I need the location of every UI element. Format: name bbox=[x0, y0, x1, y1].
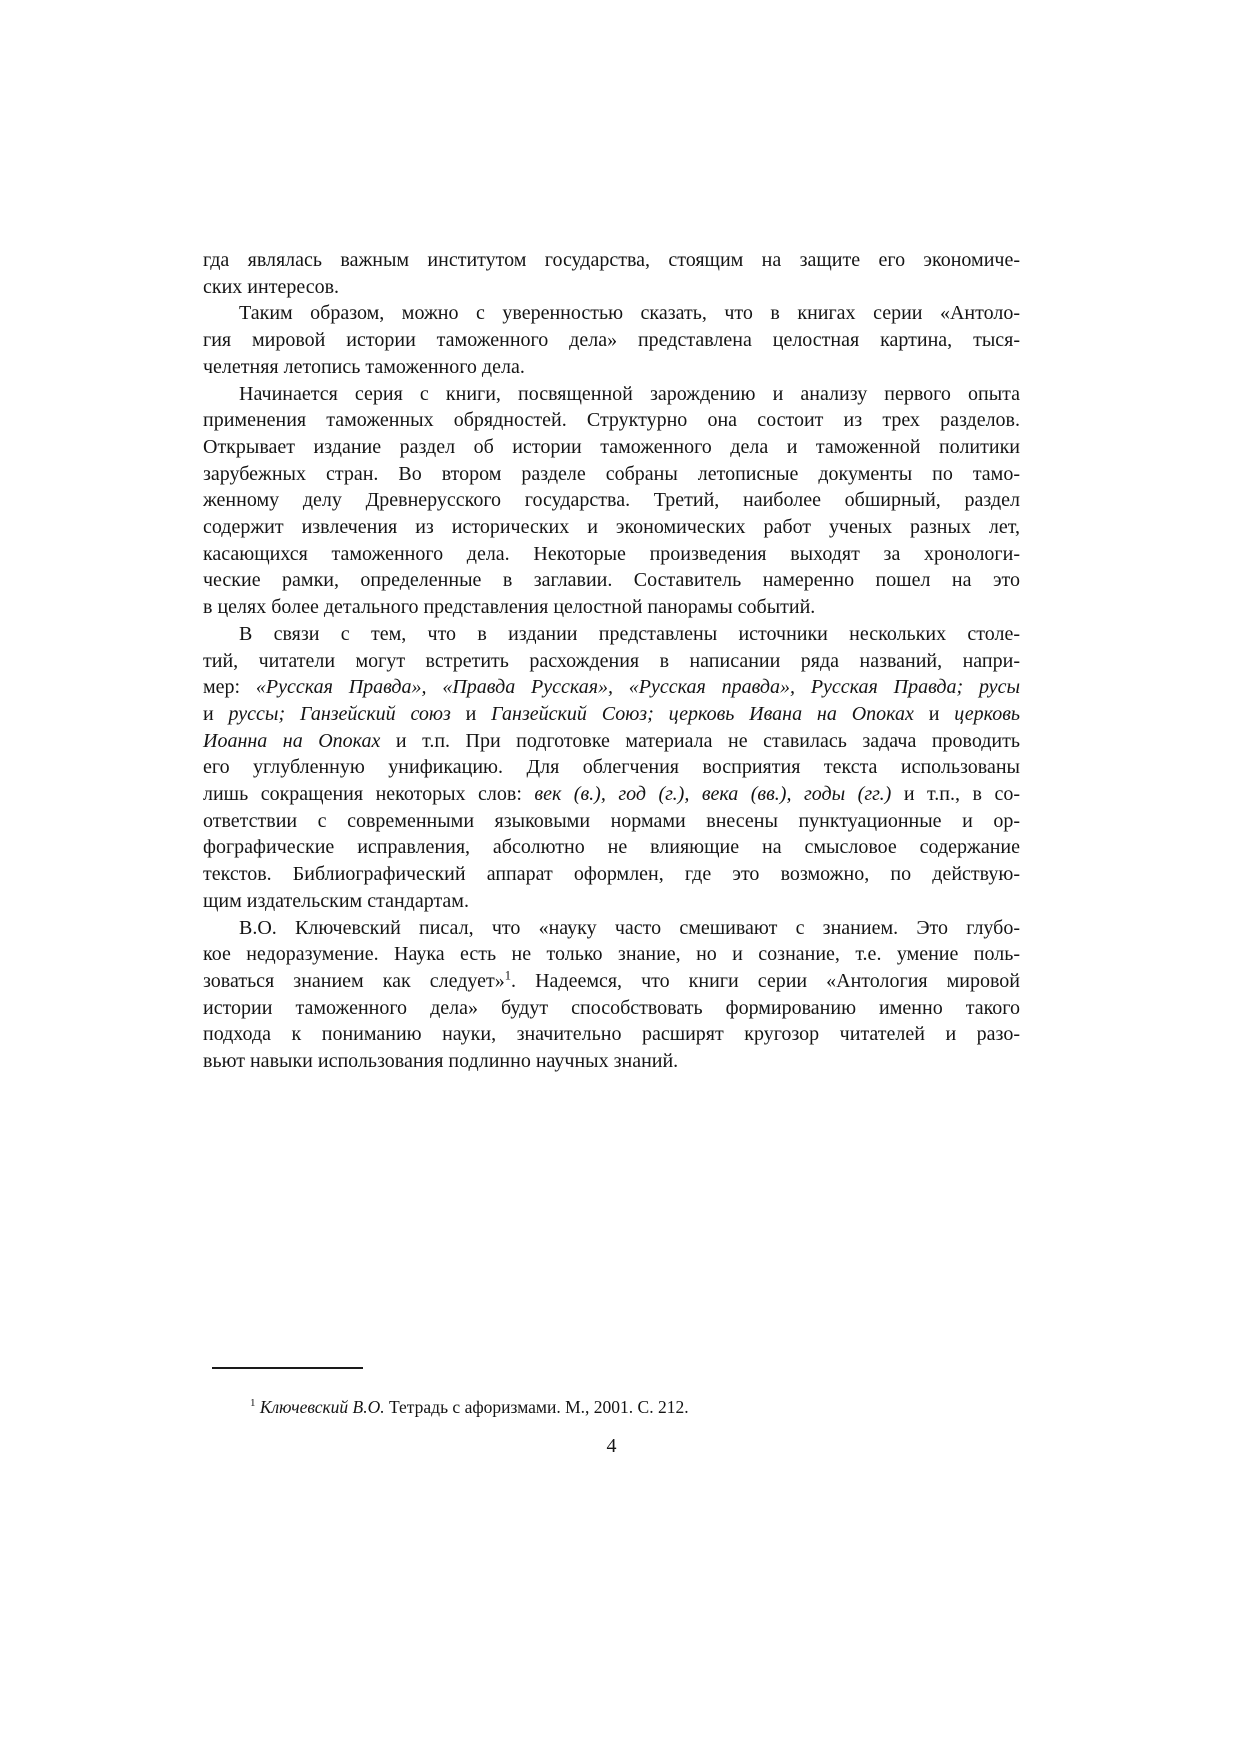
text-segment: ответствии с современными языковыми нормами внесены пунктуационные и ор- bbox=[203, 809, 1020, 832]
text-line bbox=[203, 674, 1020, 701]
footnote bbox=[203, 1396, 1020, 1419]
text-segment: и т.п. При подготовке материала не ставилась задача проводить bbox=[380, 729, 1020, 752]
text-segment: Открывает издание раздел об истории таможенного дела и таможенной политики bbox=[203, 435, 1020, 458]
text-segment: в целях более детального представления целостной панорамы событий. bbox=[203, 596, 816, 619]
italic-text: век (в.), год (г.), века (вв.), годы (гг.) bbox=[534, 783, 892, 806]
footnote-marker: 1 bbox=[250, 1396, 256, 1409]
text-segment: и т.п., в со- bbox=[891, 783, 1020, 806]
text-line bbox=[203, 461, 1020, 488]
text-segment: и bbox=[913, 702, 955, 725]
text-segment: Начинается серия с книги, посвященной зарождению и анализу первого опыта bbox=[239, 382, 1020, 405]
text-line bbox=[203, 381, 1020, 408]
text-line bbox=[203, 995, 1020, 1022]
text-line bbox=[203, 941, 1020, 968]
text-segment: истории таможенного дела» будут способствовать формированию именно такого bbox=[203, 996, 1020, 1019]
text-line bbox=[203, 567, 1020, 594]
text-line bbox=[203, 274, 1020, 301]
text-segment: зарубежных стран. Во втором разделе собраны летописные документы по тамо- bbox=[203, 462, 1020, 485]
text-segment: применения таможенных обрядностей. Структурно она состоит из трех разделов. bbox=[203, 409, 1020, 432]
text-line bbox=[203, 754, 1020, 781]
text-segment: зоваться знанием как следует» bbox=[203, 969, 505, 992]
text-line bbox=[203, 915, 1020, 942]
text-line bbox=[203, 728, 1020, 755]
text-line bbox=[203, 487, 1020, 514]
italic-text: «Русская Правда», «Правда Русская», «Русская правда», Русская Правда; русы bbox=[255, 676, 1020, 699]
text-segment: ческие рамки, определенные в заглавии. Составитель намеренно пошел на это bbox=[203, 569, 1020, 592]
text-line bbox=[203, 541, 1020, 568]
italic-text: церковь bbox=[954, 702, 1021, 725]
text-line bbox=[203, 968, 1020, 995]
text-line bbox=[203, 888, 1020, 915]
text-segment: челетняя летопись таможенного дела. bbox=[203, 355, 525, 378]
text-segment: гия мировой истории таможенного дела» представлена целостная картина, тыся- bbox=[203, 329, 1020, 352]
italic-text: Иоанна на Опоках bbox=[203, 729, 381, 752]
text-segment: текстов. Библиографический аппарат оформлен, где это возможно, по действую- bbox=[203, 863, 1020, 886]
text-line bbox=[203, 354, 1020, 381]
text-segment: Таким образом, можно с уверенностью сказать, что в книгах серии «Антоло- bbox=[239, 302, 1020, 325]
footnote-separator bbox=[212, 1367, 363, 1369]
footnote-reference: 1 bbox=[504, 968, 512, 983]
text-segment: лишь сокращения некоторых слов: bbox=[203, 783, 535, 806]
text-segment: подхода к пониманию науки, значительно расширят кругозор читателей и разо- bbox=[203, 1023, 1020, 1046]
text-segment: касающихся таможенного дела. Некоторые произведения выходят за хронологи- bbox=[203, 542, 1020, 565]
page-text bbox=[203, 247, 1020, 1075]
footnote-text: Тетрадь с афоризмами. М., 2001. С. 212. bbox=[384, 1396, 689, 1417]
text-segment: ских интересов. bbox=[203, 275, 340, 298]
page-number: 4 bbox=[606, 1435, 617, 1457]
text-line bbox=[203, 594, 1020, 621]
text-line bbox=[203, 407, 1020, 434]
text-segment: содержит извлечения из исторических и экономических работ ученых разных лет, bbox=[203, 516, 1020, 539]
text-segment: и bbox=[203, 702, 229, 725]
text-segment: фографические исправления, абсолютно не влияющие на смысловое содержание bbox=[203, 836, 1020, 859]
text-segment: щим издательским стандартам. bbox=[203, 889, 469, 912]
text-segment: гда являлась важным институтом государства, стоящим на защите его экономиче- bbox=[203, 249, 1020, 271]
italic-text: руссы; Ганзейский союз bbox=[228, 702, 451, 725]
text-line bbox=[203, 834, 1020, 861]
text-line bbox=[203, 781, 1020, 808]
text-line bbox=[203, 514, 1020, 541]
text-segment: женному делу Древнерусского государства. Третий, наиболее обширный, раздел bbox=[203, 489, 1020, 512]
text-line bbox=[203, 1021, 1020, 1048]
italic-text: Ганзейский Союз; церковь Ивана на Опоках bbox=[491, 702, 914, 725]
footnote-author: Ключевский В.О. bbox=[255, 1396, 385, 1417]
text-segment: его углубленную унификацию. Для облегчения восприятия текста использованы bbox=[203, 756, 1020, 779]
text-segment: В связи с тем, что в издании представлены источники нескольких столе- bbox=[239, 622, 1020, 645]
text-segment: тий, читатели могут встретить расхождения в написании ряда названий, напри- bbox=[203, 649, 1020, 672]
text-line bbox=[203, 621, 1020, 648]
text-segment: . Надеемся, что книги серии «Антология мировой bbox=[511, 969, 1021, 992]
text-segment: кое недоразумение. Наука есть не только знание, но и сознание, т.е. умение поль- bbox=[203, 943, 1020, 966]
text-segment: и bbox=[450, 702, 492, 725]
text-line bbox=[203, 434, 1020, 461]
text-line bbox=[203, 327, 1020, 354]
text-line bbox=[203, 300, 1020, 327]
text-segment: мер: bbox=[203, 676, 256, 699]
text-line bbox=[203, 861, 1020, 888]
text-line bbox=[203, 701, 1020, 728]
text-line bbox=[203, 1048, 1020, 1075]
text-line bbox=[203, 648, 1020, 675]
text-segment: вьют навыки использования подлинно научных знаний. bbox=[203, 1050, 679, 1073]
text-line bbox=[203, 808, 1020, 835]
text-segment: В.О. Ключевский писал, что «науку часто смешивают с знанием. Это глубо- bbox=[239, 916, 1020, 939]
text-line bbox=[203, 247, 1020, 274]
